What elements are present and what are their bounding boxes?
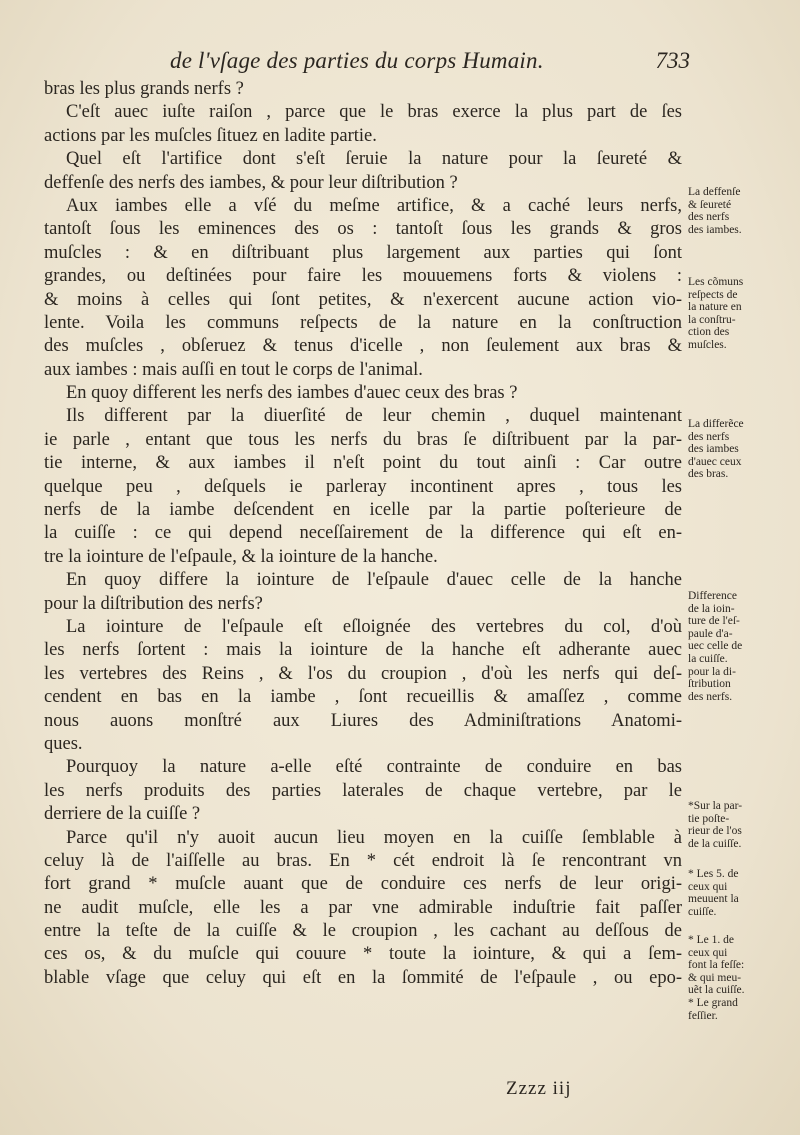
text-line: blable vſage que celuy qui eſt en la ſommité de l'eſpaule , ou epo- <box>44 967 682 988</box>
margin-note-line: ction des <box>688 326 730 339</box>
margin-note <box>688 934 772 1022</box>
text-line: Parce qu'il n'y auoit aucun lieu moyen en la cuiſſe ſemblable à <box>66 827 682 848</box>
text-line: En quoy different les nerfs des iambes d'auec ceux des bras ? <box>66 383 518 404</box>
margin-note-line: Difference <box>688 590 737 602</box>
margin-note <box>688 800 772 850</box>
text-line: derriere de la cuiſſe ? <box>44 804 201 825</box>
text-line: nous auons monſtré aux Liures des Adminiſtrations Anatomi- <box>44 710 682 731</box>
margin-note-line: & qui meu- <box>688 971 742 984</box>
text-line: cendent en bas en la iambe , ſont recueillis & amaſſez , comme <box>44 687 682 708</box>
margin-note-line: de la cuiſſe. <box>688 837 742 850</box>
catchword: Zzzz iij <box>506 1078 572 1099</box>
text-line: ques. <box>44 733 83 754</box>
margin-note-line: ceux qui <box>688 946 728 959</box>
margin-note-line: des iambes <box>688 443 739 456</box>
text-line: ces os, & du muſcle qui couure * toute la iointure, & qui a ſem- <box>44 944 682 965</box>
margin-note-line: des nerfs. <box>688 690 733 703</box>
margin-note-line: des iambes. <box>688 223 742 236</box>
text-line: ie parle , entant que tous les nerfs du bras ſe diſtribuent par la par- <box>44 429 682 450</box>
margin-note-line: tie poſte- <box>688 812 730 825</box>
text-line: les vertebres des Reins , & l'os du croupion , d'où les nerfs qui deſ- <box>44 663 682 684</box>
margin-note-line: ceux qui <box>688 880 728 893</box>
page-header <box>170 48 690 78</box>
margin-note-line: la cuiſſe. <box>688 652 728 665</box>
margin-note-line: rieur de l'os <box>688 825 742 838</box>
text-line: la cuiſſe : ce qui depend neceſſairement de la difference qui eſt en- <box>44 523 682 544</box>
text-line: actions par les muſcles ſituez en ladite partie. <box>44 125 377 146</box>
body-text <box>44 78 682 990</box>
margin-note-line: ture de l'eſ- <box>688 615 740 628</box>
margin-note-line: La differẽce <box>688 418 744 430</box>
margin-note <box>688 186 772 236</box>
text-line: & moins à celles qui ſont petites, & n'exercent aucune action vio- <box>44 289 682 310</box>
margin-note-line: * Les 5. de <box>688 868 739 880</box>
text-line: En quoy differe la iointure de l'eſpaule d'auec celle de la hanche <box>66 570 682 591</box>
page-number: 733 <box>655 48 690 73</box>
margin-note-line: uec celle de <box>688 640 743 653</box>
margin-note-line: & ſeureté <box>688 198 732 211</box>
text-line: aux iambes : mais auſſi en tout le corps de l'animal. <box>44 359 423 380</box>
margin-note-line: des bras. <box>688 468 729 481</box>
margin-note-line: ſtribution <box>688 678 731 691</box>
margin-note-line: d'auec ceux <box>688 455 742 468</box>
text-line: lente. Voila les communs reſpects de la nature en la conſtruction <box>44 312 682 333</box>
text-line: tie interne, & aux iambes il n'eſt point du tout ainſi : Car outre <box>44 453 682 474</box>
margin-note-line: des nerfs <box>688 430 730 443</box>
margin-note-line: paule d'a- <box>688 627 733 640</box>
margin-note <box>688 418 772 481</box>
text-line: des muſcles , obſeruez & tenus d'icelle , non ſeulement aux bras & <box>44 336 682 357</box>
margin-note-line: la conſtru- <box>688 313 736 326</box>
margin-note-line: *Sur la par- <box>688 800 743 812</box>
margin-note-line: de la ioin- <box>688 602 735 615</box>
text-line: les nerfs produits des parties laterales de chaque vertebre, par le <box>44 780 682 801</box>
text-line: entre la teſte de la cuiſſe & le croupion , les cachant au deſſous de <box>44 921 682 942</box>
text-line: pour la diſtribution des nerfs? <box>44 593 263 614</box>
text-line: La iointure de l'eſpaule eſt eſloignée des vertebres du col, d'où <box>66 616 682 637</box>
text-line: C'eſt auec iuſte raiſon , parce que le bras exerce la plus part de ſes <box>66 102 682 123</box>
text-line: Pourquoy la nature a-elle eſté contrainte de conduire en bas <box>66 757 682 778</box>
text-line: fort grand * muſcle auant que de conduire ces nerfs de leur origi- <box>44 874 682 895</box>
text-line: Aux iambes elle a vſé du meſme artifice, & a caché leurs nerfs, <box>66 195 682 216</box>
margin-note-line: Les cõmuns <box>688 276 744 288</box>
text-line: nerfs de la iambe deſcendent en icelle par la partie poſterieure de <box>44 500 682 521</box>
text-line: bras les plus grands nerfs ? <box>44 79 244 99</box>
margin-note-line: font la feſſe: <box>688 959 745 972</box>
margin-note-line: feſſier. <box>688 1009 718 1022</box>
margin-note-line: * Le 1. de <box>688 934 734 946</box>
margin-note <box>688 590 772 703</box>
margin-note <box>688 868 772 918</box>
margin-note-line: uẽt la cuiſſe. <box>688 984 745 997</box>
margin-note-line: reſpects de <box>688 288 738 301</box>
text-line: celuy là de l'aiſſelle au bras. En * cét endroit là ſe rencontrant vn <box>44 850 682 871</box>
margin-note-line: La deffenſe <box>688 186 741 198</box>
text-line: ne audit muſcle, elle les a par vne admirable induſtrie fait paſſer <box>44 897 682 918</box>
text-line: les nerfs ſortent : mais la iointure de la hanche eſt adherante auec <box>44 640 682 661</box>
margin-note <box>688 276 772 352</box>
margin-note-line: * Le grand <box>688 996 738 1009</box>
margin-note-line: meuuent la <box>688 893 739 906</box>
text-line: Quel eſt l'artifice dont s'eſt ſeruie la nature pour la ſeureté & <box>66 149 682 170</box>
text-line: grandes, ou deſtinées pour faire les mouuemens forts & violens : <box>44 266 682 287</box>
running-title: de l'vſage des parties du corps Humain. <box>170 48 544 73</box>
text-line: muſcles : & en diſtribuant plus largement aux parties qui ſont <box>44 242 682 263</box>
text-line: quelque peu , deſquels ie parleray incontinent apres , tous les <box>44 476 682 497</box>
text-line: deffenſe des nerfs des iambes, & pour leur diſtribution ? <box>44 172 458 193</box>
text-line: tantoſt ſous les eminences des os : tantoſt ſous les grands & gros <box>44 219 682 240</box>
text-line: tre la iointure de l'eſpaule, & la iointure de la hanche. <box>44 546 438 567</box>
text-line: Ils different par la diuerſité de leur chemin , duquel maintenant <box>66 406 682 427</box>
margin-note-line: cuiſſe. <box>688 905 717 918</box>
margin-note-line: des nerfs <box>688 211 730 224</box>
margin-note-line: muſcles. <box>688 338 727 351</box>
margin-note-line: la nature en <box>688 301 742 314</box>
margin-note-line: pour la di- <box>688 665 736 678</box>
